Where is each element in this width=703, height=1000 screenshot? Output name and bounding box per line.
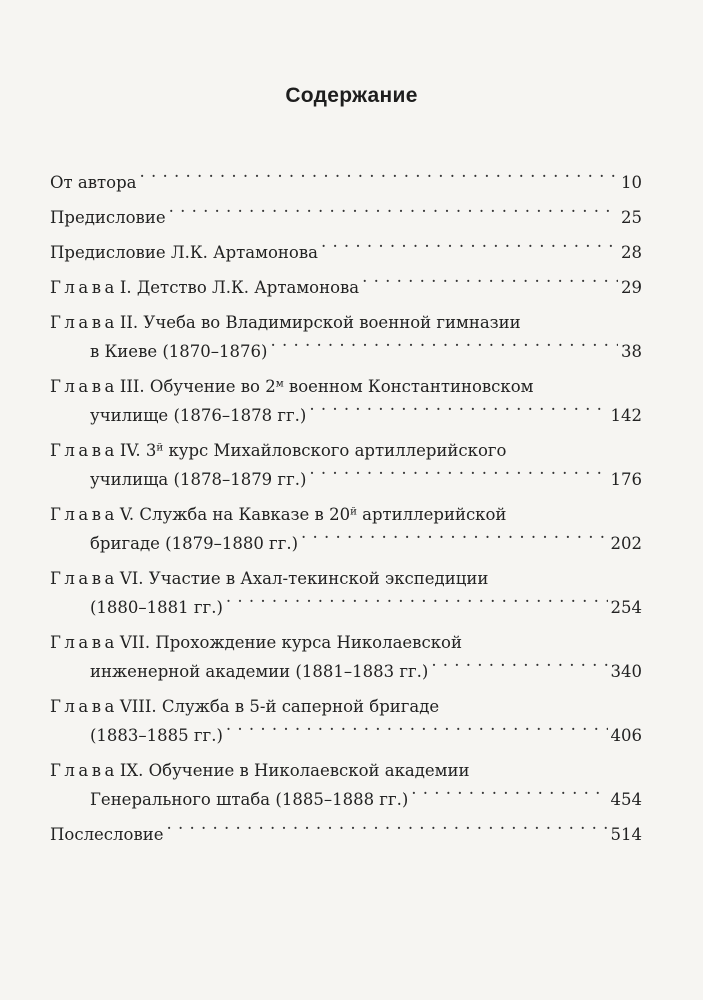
- toc-entry-chapter-8[interactable]: [50, 692, 642, 750]
- chapter-label: Глава: [50, 313, 118, 332]
- toc-entry-title: Предисловие: [50, 208, 166, 227]
- toc-entry-title-continued: в Киеве (1870–1876): [90, 342, 268, 361]
- toc-page-number: 254: [610, 598, 642, 617]
- toc-entry-afterword[interactable]: [50, 820, 642, 849]
- chapter-label: Глава: [50, 761, 118, 780]
- toc-entry-chapter-9[interactable]: [50, 756, 642, 814]
- toc-page-number: 454: [610, 790, 642, 809]
- dot-leader: [270, 339, 618, 357]
- toc-entry-chapter-2[interactable]: [50, 308, 642, 366]
- toc-entry-chapter-3[interactable]: [50, 372, 642, 430]
- toc-entry-title-continued: (1880–1881 гг.): [90, 598, 223, 617]
- toc-entry-title: VIII. Служба в 5-й саперной бригаде: [119, 697, 440, 716]
- toc-entry-title: VI. Участие в Ахал-текинской экспедиции: [119, 569, 489, 588]
- toc-entry-title: Предисловие Л.К. Артамонова: [50, 243, 318, 262]
- dot-leader: [309, 403, 607, 421]
- toc-entry-chapter-1[interactable]: [50, 273, 642, 302]
- toc-entry-title: II. Учеба во Владимирской военной гимназии: [119, 313, 521, 332]
- chapter-label: Глава: [50, 633, 118, 652]
- toc-page-number: 10: [621, 173, 642, 192]
- toc-entry-title-continued: училища (1878–1879 гг.): [90, 470, 307, 489]
- toc-page-number: 340: [610, 662, 642, 681]
- toc-entry-title: IV. $3^й$ курс Михайловского артиллерийского: [119, 441, 507, 460]
- toc-entry-title-continued: Генерального штаба (1885–1888 гг.): [90, 790, 409, 809]
- dot-leader: [169, 205, 618, 223]
- toc-entry-chapter-6[interactable]: [50, 564, 642, 622]
- chapter-label: Глава: [50, 278, 118, 297]
- dot-leader: [301, 531, 607, 549]
- page-title: Содержание: [285, 84, 418, 107]
- toc-page-number: 142: [610, 406, 642, 425]
- toc-page-number: 25: [621, 208, 642, 227]
- dot-leader: [431, 659, 607, 677]
- toc-entry-title: III. Обучение во $2^м$ военном Константиновском: [119, 377, 534, 396]
- dot-leader: [226, 595, 608, 613]
- toc-entry-chapter-7[interactable]: [50, 628, 642, 686]
- toc-page-number: 202: [610, 534, 642, 553]
- dot-leader: [140, 170, 619, 188]
- table-of-contents: [50, 168, 642, 855]
- chapter-label: Глава: [50, 505, 118, 524]
- toc-entry-preface[interactable]: [50, 203, 642, 232]
- toc-page-number: 29: [621, 278, 642, 297]
- toc-page-number: 28: [621, 243, 642, 262]
- dot-leader: [167, 822, 608, 840]
- chapter-label: Глава: [50, 697, 118, 716]
- toc-page-number: 514: [610, 825, 642, 844]
- toc-entry-title: От автора: [50, 173, 137, 192]
- toc-entry-title-continued: инженерной академии (1881–1883 гг.): [90, 662, 429, 681]
- toc-entry-title: Послесловие: [50, 825, 164, 844]
- toc-entry-title: VII. Прохождение курса Николаевской: [119, 633, 462, 652]
- dot-leader: [226, 723, 608, 741]
- dot-leader: [321, 240, 618, 258]
- toc-page-number: 38: [621, 342, 642, 361]
- toc-entry-title-continued: училище (1876–1878 гг.): [90, 406, 307, 425]
- toc-entry-title: I. Детство Л.К. Артамонова: [119, 278, 360, 297]
- toc-entry-title: V. Служба на Кавказе в $20^й$ артиллерийской: [119, 505, 507, 524]
- dot-leader: [309, 467, 607, 485]
- dot-leader: [362, 275, 618, 293]
- toc-entry-preface-artamonov[interactable]: [50, 238, 642, 267]
- toc-page-number: 176: [610, 470, 642, 489]
- toc-entry-chapter-4[interactable]: [50, 436, 642, 494]
- chapter-label: Глава: [50, 441, 118, 460]
- toc-entry-title-continued: (1883–1885 гг.): [90, 726, 223, 745]
- chapter-label: Глава: [50, 377, 118, 396]
- chapter-label: Глава: [50, 569, 118, 588]
- dot-leader: [411, 787, 607, 805]
- toc-page-number: 406: [610, 726, 642, 745]
- toc-entry-from-author[interactable]: [50, 168, 642, 197]
- toc-entry-title: IX. Обучение в Николаевской академии: [119, 761, 470, 780]
- toc-entry-title-continued: бригаде (1879–1880 гг.): [90, 534, 299, 553]
- toc-entry-chapter-5[interactable]: [50, 500, 642, 558]
